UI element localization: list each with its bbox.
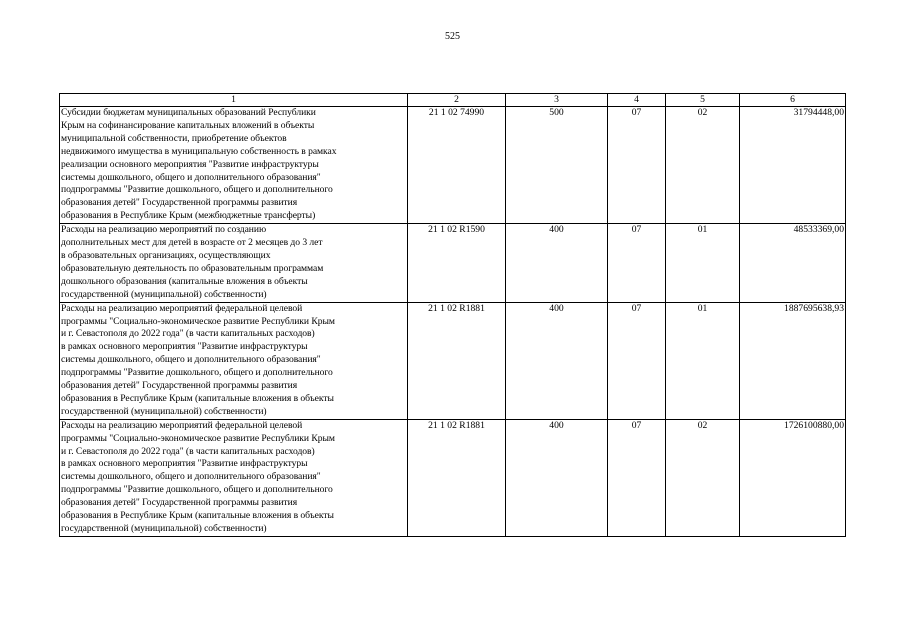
header-cell: 6 (740, 94, 846, 107)
row-type-cell: 400 (506, 419, 608, 536)
row-section-cell: 07 (608, 224, 666, 302)
row-amount-cell: 1887695638,93 (740, 302, 846, 419)
table-header-row (60, 94, 846, 107)
table-row (60, 224, 846, 302)
row-section-cell: 07 (608, 302, 666, 419)
row-subsection-cell: 01 (666, 224, 740, 302)
row-section-cell: 07 (608, 107, 666, 224)
row-amount-cell: 48533369,00 (740, 224, 846, 302)
table-row (60, 419, 846, 536)
header-cell: 4 (608, 94, 666, 107)
row-subsection-cell: 01 (666, 302, 740, 419)
row-code-cell: 21 1 02 R1881 (408, 419, 506, 536)
row-code-cell: 21 1 02 R1881 (408, 302, 506, 419)
row-amount-cell: 1726100880,00 (740, 419, 846, 536)
row-code-cell: 21 1 02 R1590 (408, 224, 506, 302)
row-section-cell: 07 (608, 419, 666, 536)
row-subsection-cell: 02 (666, 107, 740, 224)
row-name-cell: Расходы на реализацию мероприятий федеральной целевой программы "Социально-экономическое развитие Республики Крым и г. Севастополя до 2022 года" (в части капитальных расходов) в рамках основного мероприятия "Развитие инфраструктуры системы дошкольного, общего и дополнительного образования" подпрограммы "Развитие дошкольного, общего и дополнительного образования детей" Государственной программы развития образования в Республике Крым (капитальные вложения в объекты государственной (муниципальной) собственности) (60, 419, 408, 536)
row-amount-cell: 31794448,00 (740, 107, 846, 224)
header-cell: 3 (506, 94, 608, 107)
row-name-cell: Субсидии бюджетам муниципальных образований Республики Крым на софинансирование капитальных вложений в объекты муниципальной собственности, приобретение объектов недвижимого имущества в муниципальную собственность в рамках реализации основного мероприятия "Развитие инфраструктуры системы дошкольного, общего и дополнительного образования" подпрограммы "Развитие дошкольного, общего и дополнительного образования детей" Государственной программы развития образования в Республике Крым (межбюджетные трансферты) (60, 107, 408, 224)
row-name-cell: Расходы на реализацию мероприятий федеральной целевой программы "Социально-экономическое развитие Республики Крым и г. Севастополя до 2022 года" (в части капитальных расходов) в рамках основного мероприятия "Развитие инфраструктуры системы дошкольного, общего и дополнительного образования" подпрограммы "Развитие дошкольного, общего и дополнительного образования детей" Государственной программы развития образования в Республике Крым (капитальные вложения в объекты государственной (муниципальной) собственности) (60, 302, 408, 419)
header-cell: 2 (408, 94, 506, 107)
header-cell: 5 (666, 94, 740, 107)
table-row (60, 107, 846, 224)
row-code-cell: 21 1 02 74990 (408, 107, 506, 224)
page-number: 525 (445, 31, 460, 42)
budget-table (59, 93, 846, 537)
header-cell: 1 (60, 94, 408, 107)
row-name-cell: Расходы на реализацию мероприятий по созданию дополнительных мест для детей в возрасте от 2 месяцев до 3 лет в образовательных организациях, осуществляющих образовательную деятельность по образовательным программам дошкольного образования (капитальные вложения в объекты государственной (муниципальной) собственности) (60, 224, 408, 302)
row-type-cell: 400 (506, 302, 608, 419)
row-type-cell: 400 (506, 224, 608, 302)
row-type-cell: 500 (506, 107, 608, 224)
table-row (60, 302, 846, 419)
row-subsection-cell: 02 (666, 419, 740, 536)
